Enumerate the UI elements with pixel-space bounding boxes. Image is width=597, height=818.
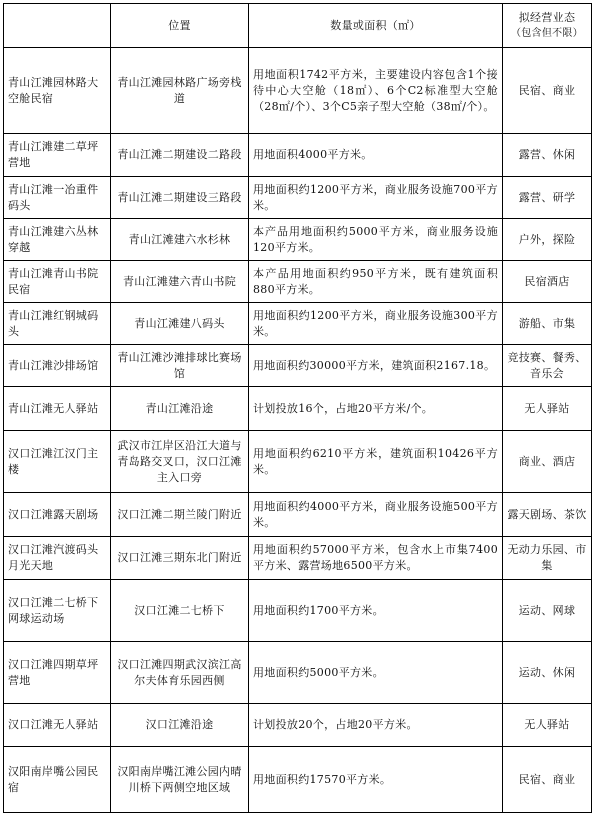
cell-name: 青山江滩红钢城码头 (4, 303, 111, 345)
table-row (4, 387, 592, 431)
cell-name: 汉口江滩二七桥下网球运动场 (4, 580, 111, 642)
table-row (4, 345, 592, 387)
cell-location: 汉口江滩沿途 (111, 704, 249, 747)
cell-name: 青山江滩建六丛林穿越 (4, 219, 111, 261)
cell-location: 青山江滩建六青山书院 (111, 261, 249, 303)
table-row (4, 431, 592, 493)
table-row (4, 177, 592, 219)
header-format-title: 拟经营业态 (518, 10, 576, 24)
header-format-note: （包含但不限） (510, 27, 584, 39)
cell-format: 民宿、商业 (503, 747, 592, 813)
cell-location: 汉口江滩二七桥下 (111, 580, 249, 642)
cell-name: 汉口江滩露天剧场 (4, 493, 111, 537)
table-row (4, 134, 592, 177)
cell-area: 用地面积约30000平方米，建筑面积2167.18。 (249, 345, 503, 387)
table-row (4, 642, 592, 704)
header-row (4, 4, 592, 48)
cell-location: 汉口江滩四期武汉滨江高尔夫体育乐园西侧 (111, 642, 249, 704)
cell-format: 无动力乐园、市集 (503, 537, 592, 580)
cell-location: 青山江滩沿途 (111, 387, 249, 431)
cell-area: 用地面积约1200平方米，商业服务设施700平方米。 (249, 177, 503, 219)
table-row (4, 48, 592, 134)
header-name (4, 4, 111, 48)
cell-area: 用地面积约17570平方米。 (249, 747, 503, 813)
cell-area: 本产品用地面积约950平方米，既有建筑面积880平方米。 (249, 261, 503, 303)
cell-name: 汉口江滩四期草坪营地 (4, 642, 111, 704)
cell-format: 运动、休闲 (503, 642, 592, 704)
cell-location: 青山江滩沙滩排球比赛场馆 (111, 345, 249, 387)
cell-location: 青山江滩建六水杉林 (111, 219, 249, 261)
cell-location: 青山江滩建八码头 (111, 303, 249, 345)
cell-format: 露营、休闲 (503, 134, 592, 177)
table-row (4, 537, 592, 580)
cell-format: 露营、研学 (503, 177, 592, 219)
cell-format: 民宿、商业 (503, 48, 592, 134)
cell-area: 用地面积约4000平方米，商业服务设施500平方米。 (249, 493, 503, 537)
cell-area: 用地面积1742平方米，主要建设内容包含1个接待中心大空舱（18㎡）、6个C2标准型大空舱（28㎡/个）、3个C5亲子型大空舱（38㎡/个）。 (249, 48, 503, 134)
cell-name: 汉口江滩无人驿站 (4, 704, 111, 747)
cell-location: 青山江滩园林路广场旁栈道 (111, 48, 249, 134)
table-row (4, 580, 592, 642)
cell-area: 计划投放16个，占地20平方米/个。 (249, 387, 503, 431)
cell-name: 青山江滩青山书院民宿 (4, 261, 111, 303)
table-row (4, 704, 592, 747)
cell-area: 用地面积约6210平方米，建筑面积10426平方米。 (249, 431, 503, 493)
cell-location: 武汉市江岸区沿江大道与青岛路交叉口，汉口江滩主入口旁 (111, 431, 249, 493)
cell-format: 民宿酒店 (503, 261, 592, 303)
cell-name: 汉口江滩汽渡码头月光天地 (4, 537, 111, 580)
table-row (4, 219, 592, 261)
header-area: 数量或面积（㎡） (249, 4, 503, 48)
table-row (4, 303, 592, 345)
table-row (4, 493, 592, 537)
cell-format: 露天剧场、茶饮 (503, 493, 592, 537)
project-table (3, 3, 592, 813)
cell-location: 汉阳南岸嘴江滩公园内晴川桥下两侧空地区域 (111, 747, 249, 813)
header-format (503, 4, 592, 48)
table-row (4, 261, 592, 303)
cell-name: 青山江滩园林路大空舱民宿 (4, 48, 111, 134)
cell-format: 游船、市集 (503, 303, 592, 345)
cell-name: 汉阳南岸嘴公园民宿 (4, 747, 111, 813)
cell-area: 用地面积约1700平方米。 (249, 580, 503, 642)
cell-location: 汉口江滩三期东北门附近 (111, 537, 249, 580)
cell-format: 无人驿站 (503, 704, 592, 747)
cell-location: 青山江滩二期建设三路段 (111, 177, 249, 219)
cell-area: 用地面积约5000平方米。 (249, 642, 503, 704)
cell-area: 计划投放20个，占地20平方米。 (249, 704, 503, 747)
cell-location: 青山江滩二期建设二路段 (111, 134, 249, 177)
cell-format: 户外，探险 (503, 219, 592, 261)
cell-format: 商业、酒店 (503, 431, 592, 493)
table-row (4, 747, 592, 813)
cell-area: 用地面积4000平方米。 (249, 134, 503, 177)
cell-name: 青山江滩沙排场馆 (4, 345, 111, 387)
header-location: 位置 (111, 4, 249, 48)
cell-area: 用地面积约1200平方米，商业服务设施300平方米。 (249, 303, 503, 345)
cell-name: 汉口江滩江汉门主楼 (4, 431, 111, 493)
cell-format: 竞技赛、餐秀、音乐会 (503, 345, 592, 387)
cell-area: 本产品用地面积约5000平方米，商业服务设施120平方米。 (249, 219, 503, 261)
cell-name: 青山江滩一冶重件码头 (4, 177, 111, 219)
cell-location: 汉口江滩二期兰陵门附近 (111, 493, 249, 537)
cell-format: 运动、网球 (503, 580, 592, 642)
cell-format: 无人驿站 (503, 387, 592, 431)
cell-name: 青山江滩建二草坪营地 (4, 134, 111, 177)
cell-name: 青山江滩无人驿站 (4, 387, 111, 431)
cell-area: 用地面积约57000平方米，包含水上市集7400平方米、露营场地6500平方米。 (249, 537, 503, 580)
